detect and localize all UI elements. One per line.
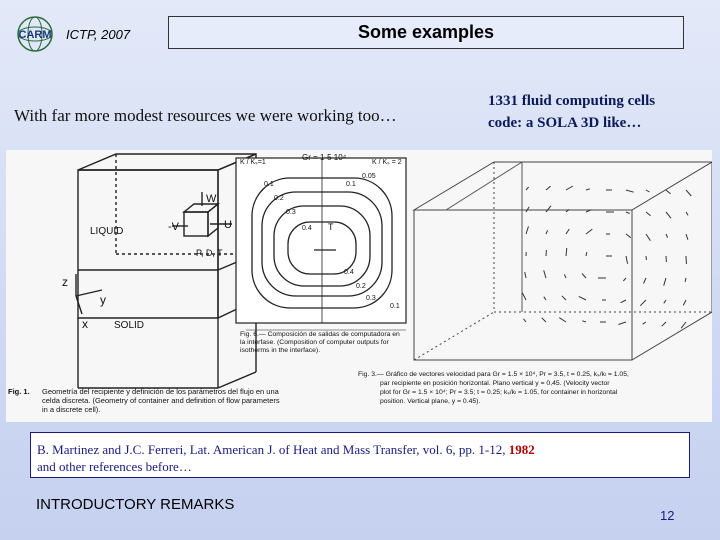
velocity-vector: [623, 278, 626, 281]
fig3-caption-4: position. Vertical plane, y = 0.45).: [380, 398, 481, 405]
velocity-vector: [524, 319, 527, 322]
velocity-vector: [559, 318, 566, 322]
iso-header-left: K / Kₛ=1: [240, 159, 266, 166]
computing-note: [488, 90, 655, 134]
axis-y: y: [100, 293, 106, 307]
velocity-vector: [546, 186, 551, 190]
velocity-vector: [544, 270, 546, 278]
velocity-vector: [646, 212, 651, 216]
velocity-vector: [586, 189, 590, 190]
velocity-vector: [546, 206, 551, 212]
velocity-vector: [566, 186, 573, 190]
iso-label-1: 0.1: [264, 181, 274, 188]
iso-label-9: 0.3: [366, 295, 376, 302]
reference-text: B. Martinez and J.C. Ferreri, Lat. American J. of Heat and Mass Transfer, vol. 6, pp. 1-12,: [37, 442, 509, 457]
velocity-vector: [664, 278, 666, 286]
fig6-caption-2: la interfase. (Composition of computer outputs for: [240, 339, 389, 346]
fig3-caption-1: Fig. 3.— Gráfico de vectores velocidad para Gr = 1.5 × 10⁴, Pr = 3.5, t = 0.25, kₛ/kₗ = 1.05,: [358, 371, 629, 378]
iso-label-2: 0.2: [274, 195, 284, 202]
label-w: W: [206, 193, 217, 205]
axis-z: z: [62, 275, 68, 289]
velocity-vector: [681, 322, 686, 328]
label-pdt: P, D, T: [196, 248, 223, 258]
velocity-vector: [562, 296, 566, 300]
iso-t-label: T: [328, 222, 334, 232]
iso-label-3: 0.3: [286, 209, 296, 216]
label-liquid: LIQUID: [90, 226, 124, 237]
velocity-vector: [646, 234, 650, 241]
axis-x: x: [82, 317, 88, 331]
header-year: ICTP, 2007: [66, 27, 131, 42]
iso-label-7: 0.4: [344, 269, 354, 276]
velocity-vector: [566, 248, 567, 256]
velocity-vector: [683, 300, 686, 305]
isotherms-figure: [236, 158, 406, 330]
velocity-vector: [566, 229, 569, 234]
velocity-vector: [586, 229, 592, 234]
iso-header-right: K / Kₛ = 2: [372, 159, 402, 166]
container-geometry-figure: [76, 154, 256, 388]
velocity-vector: [686, 190, 691, 196]
velocity-vector: [646, 190, 650, 192]
page-number: 12: [660, 508, 675, 523]
iso-label-8: 0.2: [356, 283, 366, 290]
subtitle: With far more modest resources we were working too…: [14, 106, 397, 125]
fig6-caption-3: isotherms in the interface).: [240, 347, 321, 354]
iso-label-6: 0.05: [362, 173, 376, 180]
label-solid: SOLID: [114, 320, 145, 331]
velocity-vector: [525, 272, 526, 278]
velocity-vector: [582, 274, 586, 279]
fig3-caption-2: par recipiente en posición horizontal. Plano vertical y = 0,45. (Velocity vector: [380, 380, 610, 387]
velocity-vector: [626, 190, 634, 192]
velocity-vector: [626, 256, 628, 264]
velocity-vector: [546, 230, 548, 234]
velocity-vector: [686, 212, 688, 215]
figure-panel: [6, 150, 712, 422]
velocity-vector: [640, 300, 646, 306]
page-title: Some examples: [168, 16, 684, 49]
velocity-vector: [664, 300, 666, 303]
velocity-vector: [564, 274, 566, 278]
velocity-vector: [526, 226, 529, 234]
computing-line-2: code: a SOLA 3D like…: [488, 115, 642, 131]
velocity-vector: [666, 212, 671, 218]
velocity-vector: [644, 278, 647, 284]
velocity-vector: [626, 212, 630, 214]
velocity-vector: [685, 278, 686, 282]
velocity-vector: [544, 297, 546, 300]
fig1-caption-1: Geometría del recipiente y definición de los parámetros del flujo en una: [42, 387, 279, 396]
reference-year: 1982: [508, 442, 535, 457]
velocity-vector: [662, 322, 666, 326]
fig1-number: Fig. 1.: [8, 387, 30, 396]
fig6-caption-1: Fig. 6.— Composición de salidas de computadora en: [240, 331, 400, 338]
velocity-vector: [526, 207, 529, 212]
reference-box: [30, 432, 690, 478]
velocity-vector: [582, 321, 586, 322]
velocity-vector: [618, 322, 626, 325]
velocity-vector: [626, 234, 631, 238]
velocity-vectors-figure: [414, 162, 712, 360]
velocity-vector: [666, 190, 671, 194]
velocity-vector: [542, 318, 546, 322]
section-title: INTRODUCTORY REMARKS: [36, 496, 235, 513]
velocity-vector: [526, 187, 529, 190]
label-u: U: [224, 219, 232, 231]
velocity-vector: [579, 296, 586, 300]
fig1-caption-3: in a discrete cell).: [42, 405, 101, 414]
velocity-vector: [643, 322, 646, 324]
fig1-caption-2: celda discreta. (Geometry of container and definition of flow parameters: [42, 396, 280, 405]
velocity-vector: [522, 293, 526, 300]
velocity-vector: [686, 234, 688, 240]
velocity-vector: [586, 252, 587, 256]
velocity-vector: [621, 300, 626, 303]
iso-label-5: 0.1: [346, 181, 356, 188]
carm-logo-icon: [14, 14, 56, 54]
reference-more: and other references before…: [37, 459, 192, 474]
iso-header-gr: Gr = 1·5 10⁴: [302, 153, 347, 162]
iso-label-4: 0.4: [302, 225, 312, 232]
fig3-caption-3: plot for Gr = 1.5 × 10⁴; Pr = 3.5; t = 0.25; kₛ/kₗ = 1.05, for container in horizontal: [380, 389, 618, 396]
computing-line-1: 1331 fluid computing cells: [488, 93, 656, 109]
velocity-vector: [666, 234, 668, 238]
svg-text:CARM: CARM: [18, 29, 52, 41]
label-v: -V: [168, 221, 179, 233]
figure-svg: [6, 150, 712, 422]
iso-label-10: 0.1: [390, 303, 400, 310]
